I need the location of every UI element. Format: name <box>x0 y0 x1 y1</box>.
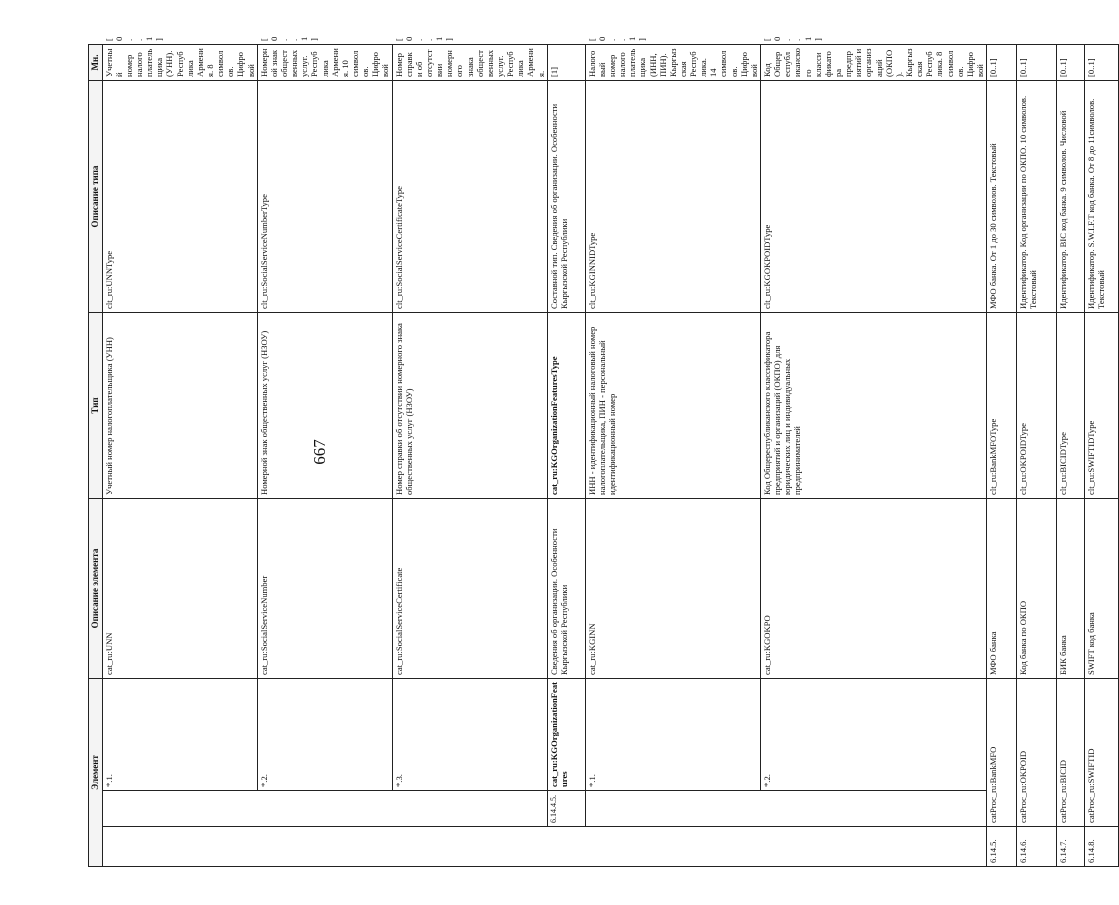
table-row <box>1085 45 1119 867</box>
row-type-desc: Налоговый номер налогоплательщика (ИНН, ПИН). Кыргызская Республика. 14 символов. Цифровой <box>585 45 760 81</box>
row-number: 6.14.7. <box>1057 827 1085 867</box>
row-number: 6.14.5. <box>987 827 1017 867</box>
row-number: 6.14.8. <box>1085 827 1119 867</box>
row-mult: [0..1] <box>1085 45 1119 81</box>
row-mult: [1] <box>547 45 585 81</box>
row-name: cat_ru:SocialServiceNumber <box>257 499 392 679</box>
row-name: catProc_ru:SWIFTID <box>1085 679 1119 827</box>
row-name: catProc_ru:BICID <box>1057 679 1085 827</box>
table-row: *.3. cat_ru:SocialServiceCertificate Номер справки об отсутствии номерного знака общественных услуг (НЗОУ) clt_ru:SocialServiceCertificateType Номер справки об отсутствии номерного знака общественных услуг. Республика Армения. [0..1] <box>392 45 547 867</box>
row-type-desc: Учетный номер налогоплательщика (УНН). Республика Армения. 8 символов. Цифровой <box>102 45 257 81</box>
table-row: *.2. cat_ru:KGOKPO Код Общереспубликанского классификатора предприятий и организаций (ОКПО) для юридических лиц и индивидуальных предпринимателей clt_ru:KGOKPOIDType Код Общереспубликанского классификатора предприятий и организаций (ОКПО). Кыргызская Республика. 8 символов. Цифровой [0..1] <box>761 45 987 867</box>
row-desc: МФО банка <box>987 499 1017 679</box>
header-element-desc: Описание элемента <box>89 499 103 679</box>
blank-cell <box>257 791 392 827</box>
row-name: cat_ru:UNN <box>102 499 257 679</box>
table-header-row <box>89 45 103 867</box>
row-type-desc: Идентификатор. S.W.I.F.T код банка. От 8 до 11символов. Текстовый <box>1085 81 1119 313</box>
row-type: clt_ru:KGINNIDType <box>585 81 760 313</box>
row-desc: БИК банка <box>1057 499 1085 679</box>
row-number: *.1. <box>102 679 257 791</box>
row-name: cat_ru:KGINN <box>585 499 760 679</box>
page-number-text: 667 <box>310 439 329 465</box>
table-row: *.2. cat_ru:SocialServiceNumber Номерной знак общественных услуг (НЗОУ) clt_ru:SocialServiceNumberType Номерной знак общественных услуг. Республика Армения. 10 символов. Цифровой [0..1] <box>257 45 392 867</box>
row-type: clt_ru:BICIDType <box>1057 313 1085 499</box>
row-mult: [0..1] <box>987 45 1017 81</box>
row-type-desc: Идентификатор. BIC код банка. 9 символов. Числовой <box>1057 81 1085 313</box>
row-desc: Учетный номер налогоплательщика (УНН) <box>102 313 257 499</box>
header-type-desc: Описание типа <box>89 81 103 313</box>
blank-cell <box>547 827 585 867</box>
blank-cell <box>102 827 257 867</box>
row-number: *.3. <box>392 679 547 791</box>
row-type: clt_ru:UNNType <box>102 81 257 313</box>
blank-cell <box>585 791 760 827</box>
row-desc: ИНН - идентификационный налоговый номер налогоплательщика, ПИН - персональный идентификационный номер <box>585 313 760 499</box>
row-desc: Код Общереспубликанского классификатора предприятий и организаций (ОКПО) для юридических лиц и индивидуальных предпринимателей <box>761 313 987 499</box>
row-type-desc: Составной тип. Сведения об организации. Особенности Кыргызской Республики <box>547 81 585 313</box>
blank-cell <box>761 827 987 867</box>
table-row <box>1017 45 1057 867</box>
row-number: 6.14.4.5. <box>547 791 585 827</box>
row-number: *.2. <box>257 679 392 791</box>
blank-cell <box>585 827 760 867</box>
row-name: cat_ru:KGOKPO <box>761 499 987 679</box>
row-type: clt_ru:OKPOIDType <box>1017 313 1057 499</box>
row-type-desc: Идентификатор. Код организации по ОКПО. 10 символов. Текстовый <box>1017 81 1057 313</box>
row-type-desc: Номерной знак общественных услуг. Республика Армения. 10 символов. Цифровой <box>257 45 392 81</box>
table-row <box>547 45 585 867</box>
blank-cell <box>102 791 257 827</box>
row-type: clt_ru:SWIFTIDType <box>1085 313 1119 499</box>
row-desc: Сведения об организации. Особенности Кыргызской Республики <box>547 499 585 679</box>
table-row <box>1057 45 1085 867</box>
blank-cell <box>761 791 987 827</box>
row-desc: Номерной знак общественных услуг (НЗОУ) <box>257 313 392 499</box>
row-type: cat_ru:KGOrganizationFeaturesType <box>547 313 585 499</box>
table-row: *.1. cat_ru:KGINN ИНН - идентификационный налоговый номер налогоплательщика, ПИН - персональный идентификационный номер clt_ru:KGINNIDType Налоговый номер налогоплательщика (ИНН, ПИН). Кыргызская Республика. 14 символов. Цифровой [0..1] <box>585 45 760 867</box>
row-type: clt_ru:BankMFOType <box>987 313 1017 499</box>
header-element: Элемент <box>89 679 103 867</box>
row-type: clt_ru:KGOKPOIDType <box>761 81 987 313</box>
row-type: clt_ru:SocialServiceCertificateType <box>392 81 547 313</box>
row-type-desc: МФО банка. От 1 до 30 символов. Текстовый <box>987 81 1017 313</box>
blank-cell <box>257 827 392 867</box>
row-mult: [0..1] <box>1057 45 1085 81</box>
row-name: cat_ru:KGOrganizationFeatures <box>547 679 585 791</box>
row-name: catProc_ru:BankMFO <box>987 679 1017 827</box>
row-name: cat_ru:SocialServiceCertificate <box>392 499 547 679</box>
row-desc: Номер справки об отсутствии номерного знака общественных услуг (НЗОУ) <box>392 313 547 499</box>
elements-table <box>88 36 1119 867</box>
row-number: 6.14.6. <box>1017 827 1057 867</box>
header-multiplicity: Мн. <box>89 45 103 81</box>
table-row: *.1. cat_ru:UNN Учетный номер налогоплательщика (УНН) clt_ru:UNNType Учетный номер налогоплательщика (УНН). Республика Армения. 8 символов. Цифровой [0..1] <box>102 45 257 867</box>
rotated-content <box>88 36 1107 867</box>
row-desc: SWIFT код банка <box>1085 499 1119 679</box>
blank-cell <box>392 827 547 867</box>
rotated-page <box>88 36 1107 867</box>
table-row <box>987 45 1017 867</box>
row-desc: Код банка по ОКПО <box>1017 499 1057 679</box>
blank-cell <box>392 791 547 827</box>
header-type: Тип <box>89 313 103 499</box>
row-mult: [0..1] <box>1017 45 1057 81</box>
row-type-desc: Номер справки об отсутствии номерного знака общественных услуг. Республика Армения. <box>392 45 547 81</box>
row-number: *.1. <box>585 679 760 791</box>
row-name: catProc_ru:OKPOID <box>1017 679 1057 827</box>
row-number: *.2. <box>761 679 987 791</box>
row-type: clt_ru:SocialServiceNumberType <box>257 81 392 313</box>
row-type-desc: Код Общереспубликанского классификатора предприятий и организаций (ОКПО). Кыргызская Республика. 8 символов. Цифровой <box>761 45 987 81</box>
